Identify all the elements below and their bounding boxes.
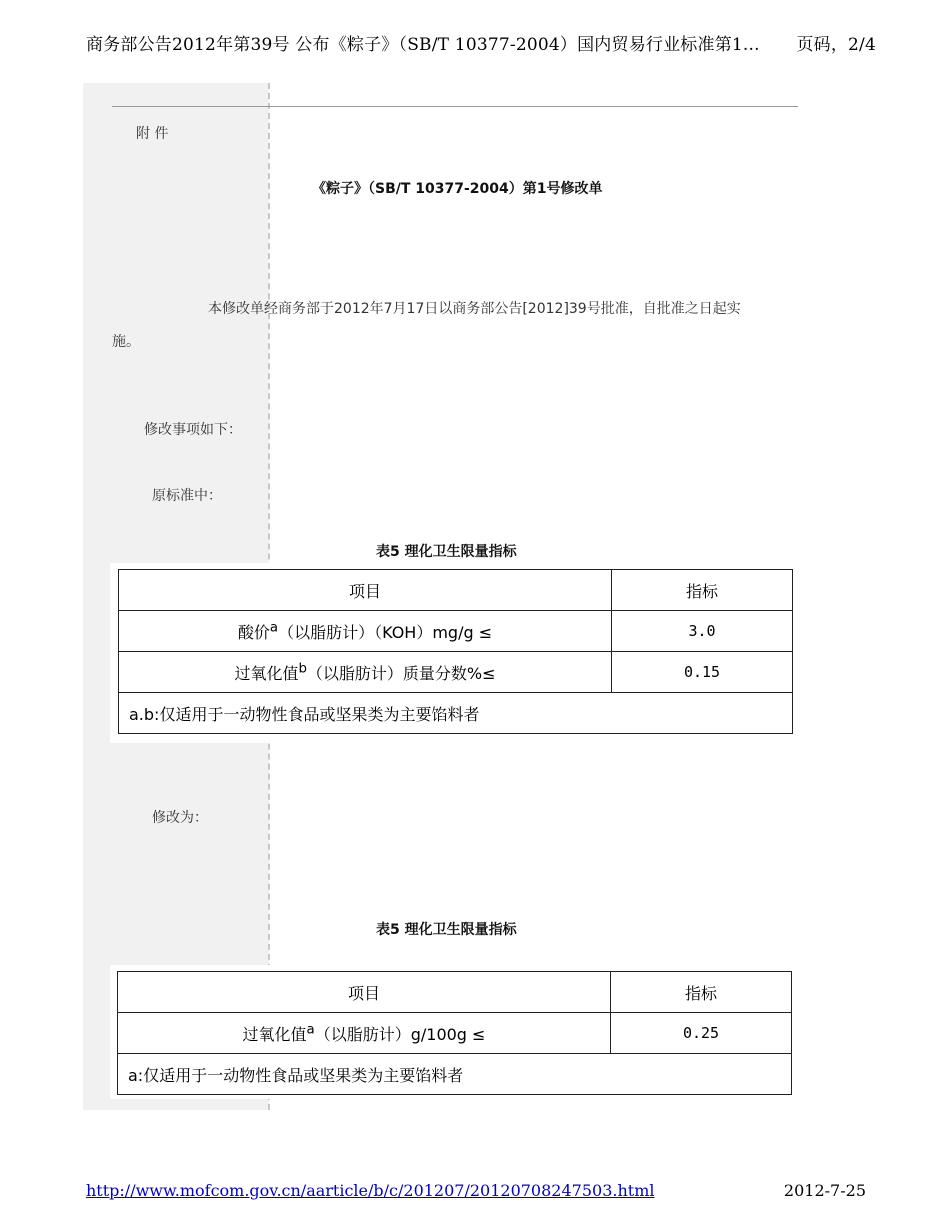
modified-limits-table: [117, 971, 792, 1095]
header-cell-item: 项目: [118, 972, 611, 1013]
modified-table-caption: 表5 理化卫生限量指标: [376, 922, 517, 938]
original-standard-label: 原标准中：: [152, 488, 222, 504]
table-row: [119, 611, 793, 652]
table-note-row: [118, 1054, 792, 1095]
table-note: a.b:仅适用于一动物性食品或坚果类为主要馅料者: [119, 693, 793, 734]
table-row: [118, 1013, 792, 1054]
item-cell: 过氧化值$^b$（以脂肪计）质量分数%≤: [119, 652, 612, 693]
print-date: 2012-7-25: [783, 1181, 866, 1200]
table-header-row: [119, 570, 793, 611]
attachment-label: 附 件: [136, 126, 169, 142]
top-rule: [112, 106, 798, 107]
table-note-row: [119, 693, 793, 734]
header-cell-item: 项目: [119, 570, 612, 611]
page-header: [86, 30, 876, 55]
table-row: [119, 652, 793, 693]
document-title: 《粽子》（SB/T 10377-2004）第1号修改单: [312, 181, 603, 197]
source-url-link[interactable]: http://www.mofcom.gov.cn/aarticle/b/c/201207/20120708247503.html: [86, 1181, 655, 1200]
original-limits-table: [118, 569, 793, 734]
value-cell: 0.15: [612, 652, 793, 693]
table-header-row: [118, 972, 792, 1013]
approval-paragraph-line2: 施。: [112, 334, 140, 350]
approval-paragraph-line1: 本修改单经商务部于2012年7月17日以商务部公告[2012]39号批准，自批准之日起实: [208, 301, 741, 317]
modified-label: 修改为：: [152, 810, 208, 826]
value-cell: 0.25: [611, 1013, 792, 1054]
header-cell-value: 指标: [612, 570, 793, 611]
header-page-number: 页码，2/4: [796, 35, 876, 55]
value-cell: 3.0: [612, 611, 793, 652]
original-table-caption: 表5 理化卫生限量指标: [376, 544, 517, 560]
changes-intro: 修改事项如下：: [144, 422, 242, 438]
item-cell: 过氧化值$^a$（以脂肪计）g/100g ≤: [118, 1013, 611, 1054]
header-title: 商务部公告2012年第39号 公布《粽子》（SB/T 10377-2004）国内贸易行业标准第1...: [86, 35, 760, 55]
table-note: a:仅适用于一动物性食品或坚果类为主要馅料者: [118, 1054, 792, 1095]
item-cell: 酸价$^a$（以脂肪计）（KOH）mg/g ≤: [119, 611, 612, 652]
header-cell-value: 指标: [611, 972, 792, 1013]
